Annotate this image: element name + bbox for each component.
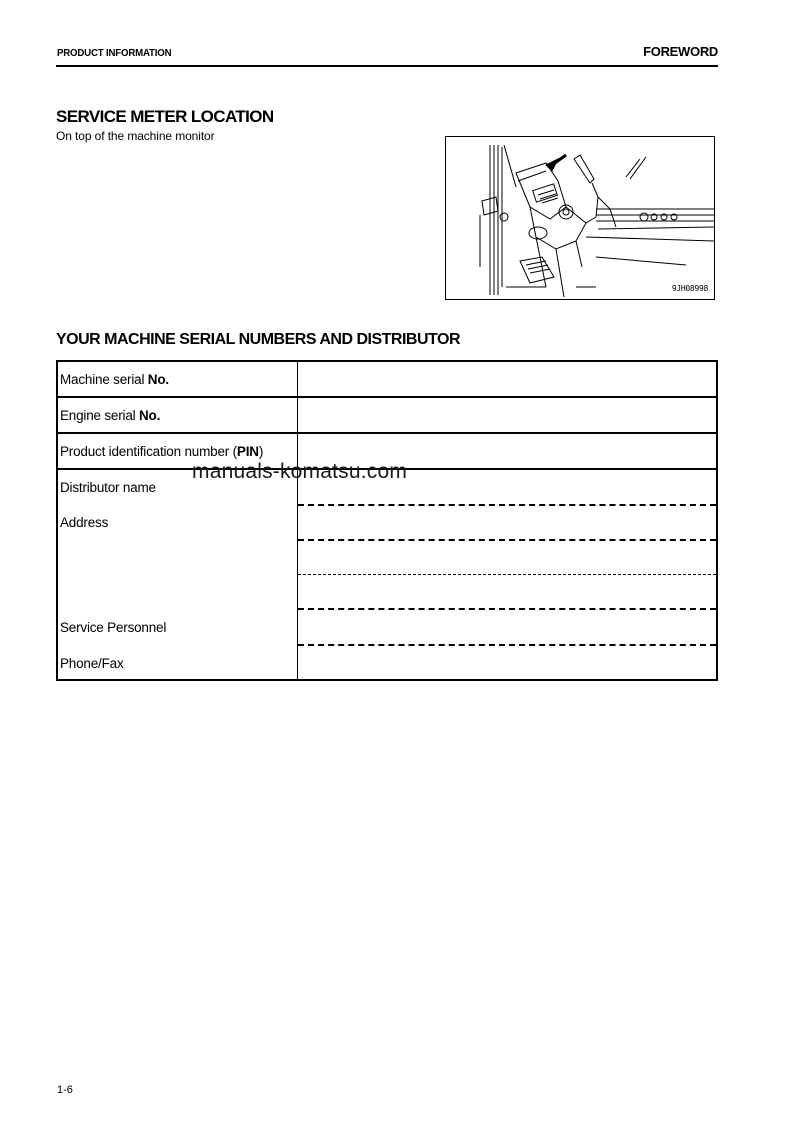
page-header xyxy=(56,43,718,67)
address-label: Address xyxy=(60,515,109,530)
pin-label: Product identification number (PIN) xyxy=(60,444,264,459)
distributor-name-label: Distributor name xyxy=(60,480,156,495)
serial-section-title: YOUR MACHINE SERIAL NUMBERS AND DISTRIBUTOR xyxy=(56,331,460,348)
row-divider xyxy=(58,432,716,434)
page-number: 1-6 xyxy=(57,1084,73,1096)
dashed-divider xyxy=(298,574,716,575)
dashed-divider xyxy=(298,504,716,506)
figure-code: 9JH08998 xyxy=(671,284,708,293)
dashed-divider xyxy=(298,644,716,646)
serial-numbers-table xyxy=(56,360,718,681)
phone-fax-label: Phone/Fax xyxy=(60,656,124,671)
service-meter-description: On top of the machine monitor xyxy=(56,129,215,143)
column-divider xyxy=(297,362,298,679)
watermark: manuals-komatsu.com xyxy=(192,460,408,483)
dashed-divider xyxy=(298,608,716,610)
machine-serial-label: Machine serial No. xyxy=(60,372,169,387)
service-meter-illustration xyxy=(445,136,715,300)
header-section-label: PRODUCT INFORMATION xyxy=(57,47,172,59)
row-divider xyxy=(58,396,716,398)
dashed-divider xyxy=(298,539,716,541)
engine-serial-label: Engine serial No. xyxy=(60,408,161,423)
header-chapter-label: FOREWORD xyxy=(643,44,718,59)
service-personnel-label: Service Personnel xyxy=(60,620,167,635)
service-meter-title: SERVICE METER LOCATION xyxy=(56,107,274,126)
